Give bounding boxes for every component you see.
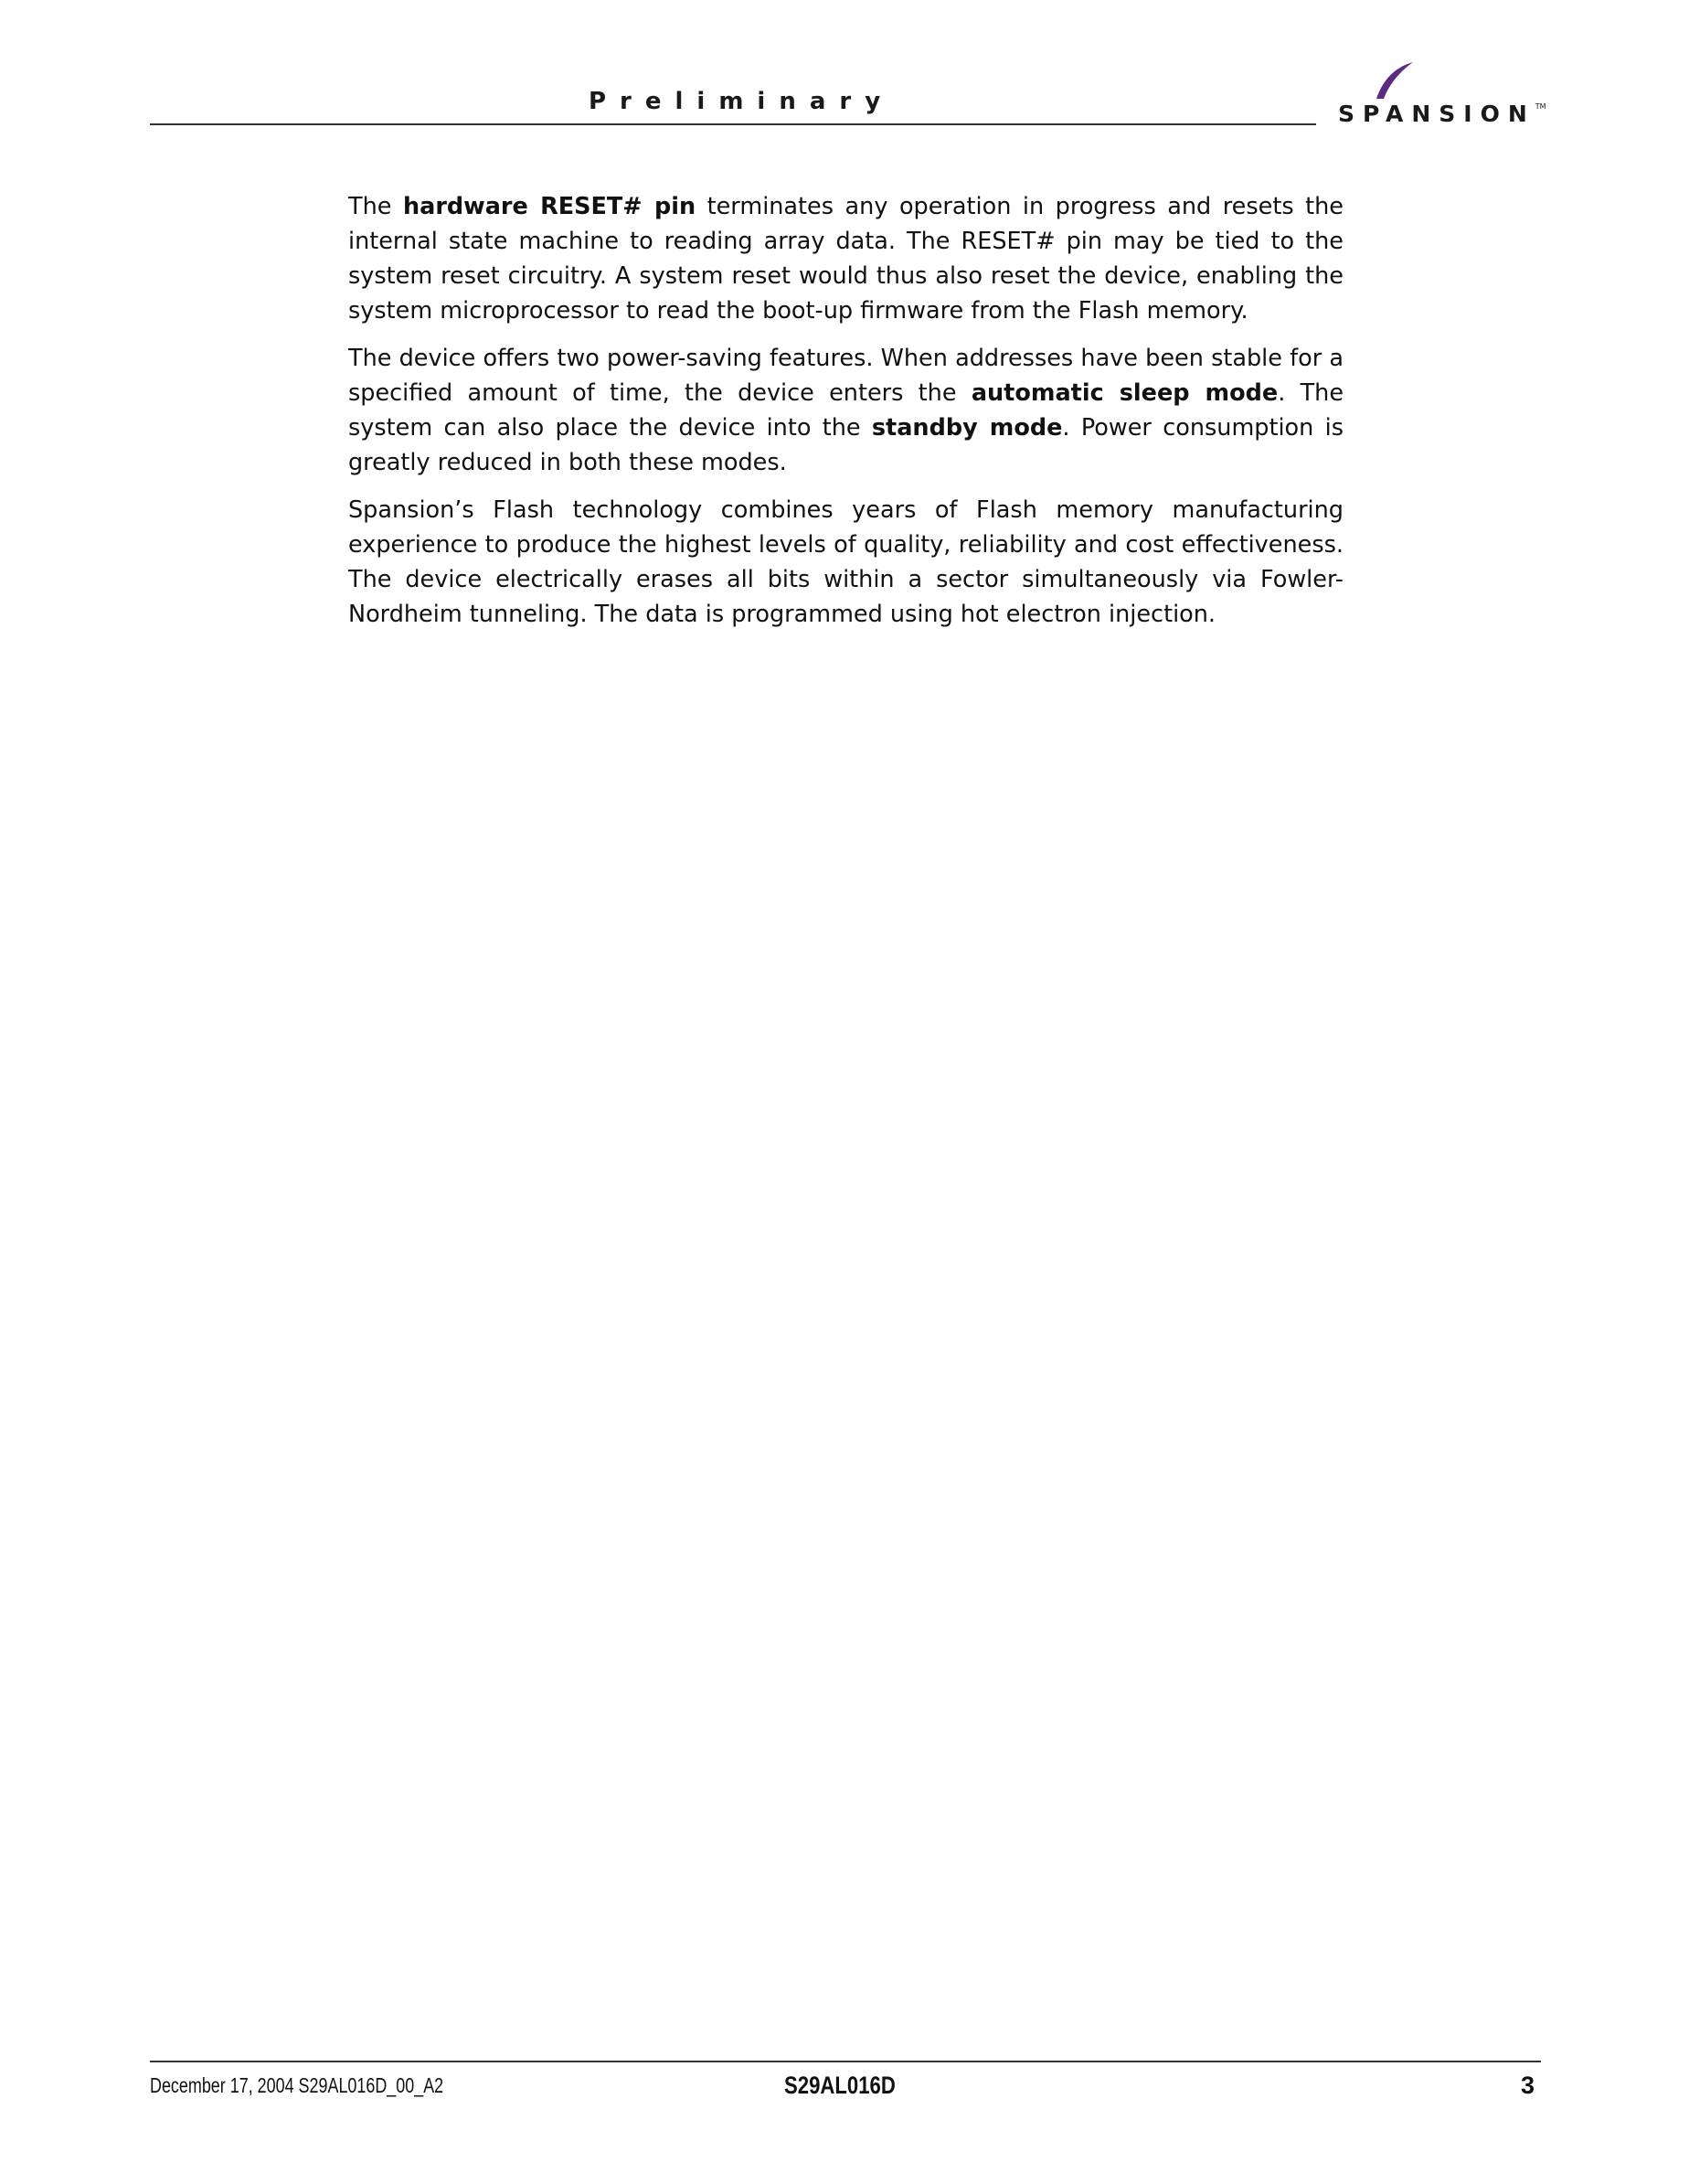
paragraph-flash-technology: Spansion’s Flash technology combines years of Flash memory manufacturing experience to produce the highest levels of quality, reliability and cost effectiveness. The device electrically erases all bits within a sector simultaneously via Fowler-Nordheim tunneling. The data is programmed using hot electron injection. bbox=[348, 496, 1344, 628]
page-number: 3 bbox=[1521, 2072, 1535, 2099]
logo-swoosh-icon bbox=[1373, 60, 1428, 101]
spansion-logo bbox=[1338, 60, 1548, 133]
footer-rule bbox=[150, 2061, 1541, 2062]
bold-term: automatic sleep mode bbox=[971, 379, 1279, 407]
paragraph-text: The device offers two power-saving features. When addresses have been stable for a specified amount of time, the device enters the bbox=[348, 345, 1344, 407]
paragraph-text: The bbox=[348, 193, 403, 220]
paragraph-power-saving bbox=[348, 341, 1344, 480]
paragraph-reset-pin bbox=[348, 189, 1344, 328]
running-header-title: Preliminary bbox=[589, 88, 895, 115]
paragraph-text: . Power consumption is greatly reduced in both these modes. bbox=[348, 414, 1344, 476]
footer-part-number: S29AL016D bbox=[784, 2072, 896, 2099]
header-rule bbox=[150, 123, 1316, 125]
footer-date-docid: December 17, 2004 S29AL016D_00_A2 bbox=[150, 2073, 444, 2097]
paragraph-text: . The system can also place the device into the bbox=[348, 379, 1344, 442]
logo-text: SPANSION bbox=[1338, 101, 1535, 127]
bold-term: hardware RESET# pin bbox=[402, 193, 696, 220]
body-content bbox=[348, 189, 1344, 645]
logo-trademark: TM bbox=[1535, 102, 1546, 111]
paragraph-text: terminates any operation in progress and resets the internal state machine to reading array data. The RESET# pin may be tied to the system reset circuitry. A system reset would thus also reset the device, enabling the system microprocessor to read the boot-up firmware from the Flash memory. bbox=[348, 193, 1344, 325]
bold-term: standby mode bbox=[871, 414, 1063, 442]
logo-wordmark bbox=[1338, 101, 1546, 127]
